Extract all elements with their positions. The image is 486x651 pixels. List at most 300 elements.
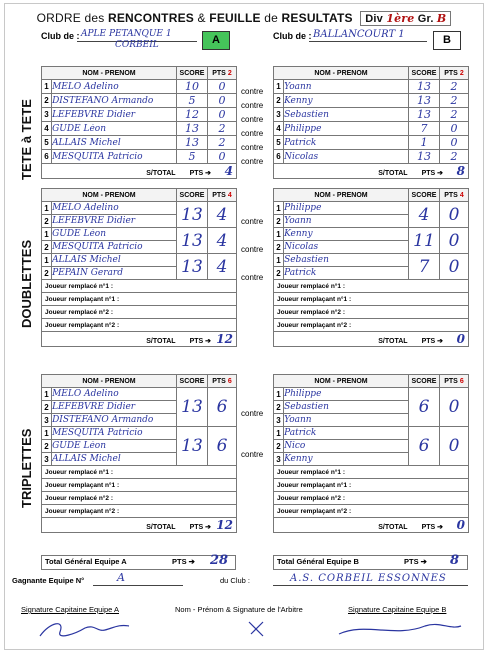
- row-number: 1: [42, 254, 52, 267]
- score-cell[interactable]: 5: [177, 94, 208, 108]
- table-row: [274, 80, 469, 94]
- table-row: [42, 136, 237, 150]
- pts-cell[interactable]: 2: [440, 94, 469, 108]
- player-name[interactable]: [52, 228, 177, 241]
- players-table-t-a: [41, 374, 237, 533]
- replacement-row: [274, 280, 469, 293]
- player-name-text: Philippe: [284, 389, 322, 399]
- row-number: 4: [42, 122, 52, 136]
- table-row: [42, 122, 237, 136]
- replacement-row: [274, 306, 469, 319]
- player-name[interactable]: [52, 254, 177, 267]
- pts-value: 6: [227, 377, 232, 385]
- player-name-text: GUDE Léon: [52, 229, 107, 239]
- score-cell[interactable]: 7: [409, 254, 440, 280]
- pts-cell[interactable]: 4: [208, 254, 237, 280]
- col-header-pts: [208, 375, 237, 388]
- player-name-text: Nicolas: [284, 242, 319, 252]
- player-name[interactable]: [52, 388, 177, 401]
- player-name-text: Kenny: [284, 454, 313, 464]
- score-cell[interactable]: 13: [409, 94, 440, 108]
- subtotal-cell: [274, 518, 469, 533]
- col-header-name: NOM - PRENOM: [274, 375, 409, 388]
- pts-cell[interactable]: 2: [440, 80, 469, 94]
- title-part: &: [197, 11, 206, 25]
- score-cell[interactable]: 6: [409, 427, 440, 466]
- pts-label: PTS: [212, 69, 226, 77]
- score-cell[interactable]: 13: [409, 150, 440, 164]
- subtotal-cell: [274, 164, 469, 179]
- replacement-cell[interactable]: Joueur remplacé n°1 :: [274, 280, 469, 293]
- table-row: [274, 150, 469, 164]
- table-row: [274, 202, 469, 215]
- replacement-cell[interactable]: Joueur remplacé n°1 :: [274, 466, 469, 479]
- player-name[interactable]: [284, 401, 409, 414]
- replacement-row: [42, 306, 237, 319]
- player-name-text: Nicolas: [284, 151, 319, 162]
- table-row: [42, 202, 237, 215]
- row-number: 5: [42, 136, 52, 150]
- division-value: 1ère: [386, 12, 415, 25]
- signature-b-label: Signature Capitaine Equipe B: [348, 605, 447, 614]
- contre-label: contre: [241, 115, 264, 124]
- player-name[interactable]: [284, 453, 409, 466]
- player-name-text: Sebastien: [284, 402, 329, 412]
- row-number: 2: [274, 241, 284, 254]
- contre-label: contre: [241, 450, 264, 459]
- score-cell[interactable]: 13: [409, 108, 440, 122]
- club-b-code: B: [433, 31, 461, 50]
- table-row: [42, 388, 237, 401]
- score-cell[interactable]: 13: [177, 136, 208, 150]
- contre-label: contre: [241, 143, 264, 152]
- player-name[interactable]: [52, 241, 177, 254]
- total-a-pts: PTS ➔: [172, 557, 195, 566]
- subtotal-cell: [42, 518, 237, 533]
- winner-club-line: [273, 585, 468, 586]
- pts-cell[interactable]: 0: [208, 94, 237, 108]
- player-name-text: DISTEFANO Armando: [52, 415, 154, 425]
- replacement-cell[interactable]: Joueur remplaçant n°2 :: [42, 505, 237, 518]
- row-number: 2: [42, 440, 52, 453]
- score-cell[interactable]: 13: [177, 228, 208, 254]
- pts-value: 4: [227, 191, 232, 199]
- table-row: [274, 94, 469, 108]
- table-row: [42, 80, 237, 94]
- score-cell[interactable]: 13: [177, 254, 208, 280]
- signature-arbitre-label: Nom - Prénom & Signature de l'Arbitre: [175, 605, 303, 614]
- pts-cell[interactable]: 0: [440, 388, 469, 427]
- player-name-text: Sebastien: [284, 109, 329, 120]
- subtotal-value: 8: [456, 164, 465, 178]
- row-number: 2: [274, 267, 284, 280]
- player-name[interactable]: [52, 202, 177, 215]
- player-name[interactable]: [52, 414, 177, 427]
- replacement-cell[interactable]: Joueur remplacé n°2 :: [274, 306, 469, 319]
- table-row: [42, 254, 237, 267]
- subtotal-label: S/TOTAL: [146, 524, 176, 531]
- row-number: 1: [42, 427, 52, 440]
- club-b-name: BALLANCOURT 1: [313, 29, 405, 40]
- pts-label: PTS: [444, 191, 458, 199]
- score-cell[interactable]: 13: [177, 202, 208, 228]
- col-header-score: SCORE: [409, 375, 440, 388]
- replacement-cell[interactable]: Joueur remplaçant n°1 :: [42, 479, 237, 492]
- player-name[interactable]: [52, 94, 177, 108]
- replacement-row: [274, 479, 469, 492]
- replacement-row: [274, 492, 469, 505]
- replacement-row: [42, 505, 237, 518]
- row-number: 1: [274, 202, 284, 215]
- pts-cell[interactable]: 6: [208, 388, 237, 427]
- player-name-text: Patrick: [284, 428, 317, 438]
- subtotal-value: 12: [216, 332, 233, 346]
- subtotal-row: [42, 332, 237, 347]
- row-number: 6: [274, 150, 284, 164]
- winner-line: [93, 585, 183, 586]
- score-cell[interactable]: 7: [409, 122, 440, 136]
- player-name-text: LEFEBVRE Didier: [52, 402, 136, 412]
- section-label-doublettes: DOUBLETTES: [19, 239, 34, 328]
- col-header-pts: [208, 67, 237, 80]
- player-name[interactable]: [284, 80, 409, 94]
- score-cell[interactable]: 11: [409, 228, 440, 254]
- replacement-row: [42, 479, 237, 492]
- col-header-name: NOM - PRENOM: [42, 67, 177, 80]
- col-header-score: SCORE: [177, 189, 208, 202]
- player-name[interactable]: [284, 241, 409, 254]
- pts-cell[interactable]: 6: [208, 427, 237, 466]
- pts-cell[interactable]: 2: [208, 122, 237, 136]
- replacement-cell[interactable]: Joueur remplaçant n°1 :: [274, 479, 469, 492]
- player-name[interactable]: [52, 427, 177, 440]
- replacement-cell[interactable]: Joueur remplacé n°2 :: [42, 306, 237, 319]
- division-label: Div: [365, 13, 383, 25]
- player-name[interactable]: [284, 254, 409, 267]
- division-box: [360, 11, 451, 26]
- replacement-row: [42, 466, 237, 479]
- score-cell[interactable]: 13: [177, 427, 208, 466]
- player-name[interactable]: [52, 122, 177, 136]
- row-number: 2: [42, 401, 52, 414]
- col-header-name: NOM - PRENOM: [42, 189, 177, 202]
- score-cell[interactable]: 6: [409, 388, 440, 427]
- row-number: 6: [42, 150, 52, 164]
- replacement-cell[interactable]: Joueur remplaçant n°2 :: [274, 319, 469, 332]
- row-number: 1: [274, 254, 284, 267]
- contre-label: contre: [241, 101, 264, 110]
- subtotal-pts-label: PTS ➔: [189, 170, 211, 177]
- row-number: 3: [42, 108, 52, 122]
- section-label-tete: TETE à TETE: [19, 99, 34, 180]
- pts-cell[interactable]: 2: [440, 150, 469, 164]
- subtotal-pts-label: PTS ➔: [421, 524, 443, 531]
- total-a-box: [41, 555, 236, 570]
- subtotal-row: [274, 332, 469, 347]
- subtotal-value: 0: [456, 518, 465, 532]
- player-name[interactable]: [52, 440, 177, 453]
- subtotal-label: S/TOTAL: [378, 338, 408, 345]
- col-header-pts: [208, 189, 237, 202]
- title-part: RESULTATS: [281, 11, 353, 25]
- total-b-value: 8: [450, 553, 460, 568]
- table-row: [274, 136, 469, 150]
- player-name-text: ALLAIS Michel: [52, 255, 121, 265]
- club-a-code: A: [202, 31, 230, 50]
- signature-a-label: Signature Capitaine Equipe A: [21, 605, 119, 614]
- player-name-text: MESQUITA Patricio: [52, 151, 143, 162]
- pts-label: PTS: [444, 69, 458, 77]
- replacement-cell[interactable]: Joueur remplacé n°1 :: [42, 280, 237, 293]
- player-name[interactable]: [52, 215, 177, 228]
- player-name-text: GUDE Léon: [52, 123, 107, 134]
- winner-label: Gagnante Equipe N°: [12, 576, 85, 585]
- pts-label: PTS: [444, 377, 458, 385]
- row-number: 2: [42, 215, 52, 228]
- player-name-text: MELO Adelino: [52, 203, 119, 213]
- table-row: [274, 228, 469, 241]
- player-name-text: Yoann: [284, 81, 312, 92]
- col-header-pts: [440, 189, 469, 202]
- table-row: [42, 427, 237, 440]
- score-cell[interactable]: 12: [177, 108, 208, 122]
- player-name[interactable]: [284, 215, 409, 228]
- col-header-score: SCORE: [177, 375, 208, 388]
- club-b-label: Club de :: [273, 31, 312, 41]
- pts-cell[interactable]: 0: [440, 228, 469, 254]
- pts-value: 2: [227, 69, 232, 77]
- player-name[interactable]: [284, 414, 409, 427]
- players-table-tt-b: [273, 66, 469, 179]
- score-cell[interactable]: 13: [409, 80, 440, 94]
- players-table-d-a: [41, 188, 237, 347]
- table-row: [42, 108, 237, 122]
- player-name[interactable]: [284, 122, 409, 136]
- row-number: 2: [42, 241, 52, 254]
- title-part: ORDRE des: [36, 11, 105, 25]
- row-number: 3: [42, 414, 52, 427]
- subtotal-pts-label: PTS ➔: [189, 524, 211, 531]
- pts-cell[interactable]: 0: [440, 136, 469, 150]
- score-cell[interactable]: 13: [177, 122, 208, 136]
- player-name-text: LEFEBVRE Didier: [52, 109, 136, 120]
- sheet-header: [5, 11, 483, 26]
- col-header-score: SCORE: [177, 67, 208, 80]
- pts-cell[interactable]: 0: [208, 150, 237, 164]
- table-row: [42, 228, 237, 241]
- subtotal-row: [42, 518, 237, 533]
- row-number: 3: [42, 453, 52, 466]
- signature-b-drawing: [335, 616, 465, 642]
- player-name[interactable]: [284, 228, 409, 241]
- player-name[interactable]: [284, 427, 409, 440]
- subtotal-value: 4: [224, 164, 233, 178]
- score-cell[interactable]: 5: [177, 150, 208, 164]
- title-part: RENCONTRES: [107, 11, 194, 25]
- pts-cell[interactable]: 0: [440, 202, 469, 228]
- player-name[interactable]: [52, 453, 177, 466]
- player-name-text: Patrick: [284, 137, 317, 148]
- pts-cell[interactable]: 0: [208, 108, 237, 122]
- player-name-text: MESQUITA Patricio: [52, 242, 143, 252]
- table-row: [274, 427, 469, 440]
- total-b-label: Total Général Equipe B: [277, 557, 359, 566]
- score-cell[interactable]: 10: [177, 80, 208, 94]
- table-row: [274, 122, 469, 136]
- club-a-name: APLE PETANQUE 1: [81, 29, 172, 39]
- col-header-name: NOM - PRENOM: [42, 375, 177, 388]
- score-cell[interactable]: 4: [409, 202, 440, 228]
- player-name[interactable]: [284, 136, 409, 150]
- replacement-row: [42, 293, 237, 306]
- col-header-name: NOM - PRENOM: [274, 189, 409, 202]
- player-name[interactable]: [52, 136, 177, 150]
- player-name-text: MELO Adelino: [52, 389, 119, 399]
- subtotal-label: S/TOTAL: [378, 170, 408, 177]
- pts-cell[interactable]: 4: [208, 202, 237, 228]
- row-number: 1: [274, 228, 284, 241]
- row-number: 4: [274, 122, 284, 136]
- club-b-line: [309, 41, 427, 42]
- player-name-text: MESQUITA Patricio: [52, 428, 143, 438]
- player-name-text: Yoann: [284, 216, 312, 226]
- player-name[interactable]: [284, 440, 409, 453]
- title-part: FEUILLE: [209, 11, 261, 25]
- row-number: 1: [274, 80, 284, 94]
- row-number: 3: [274, 108, 284, 122]
- pts-label: PTS: [212, 377, 226, 385]
- subtotal-label: S/TOTAL: [146, 170, 176, 177]
- subtotal-label: S/TOTAL: [146, 338, 176, 345]
- winner-value: A: [117, 571, 125, 584]
- replacement-cell[interactable]: Joueur remplacé n°1 :: [42, 466, 237, 479]
- replacement-cell[interactable]: Joueur remplacé n°2 :: [274, 492, 469, 505]
- player-name-text: Philippe: [284, 123, 322, 134]
- player-name-text: Sebastien: [284, 255, 329, 265]
- replacement-cell[interactable]: Joueur remplaçant n°1 :: [274, 293, 469, 306]
- contre-label: contre: [241, 273, 264, 282]
- contre-label: contre: [241, 87, 264, 96]
- contre-label: contre: [241, 217, 264, 226]
- subtotal-pts-label: PTS ➔: [421, 338, 443, 345]
- pts-cell[interactable]: 4: [208, 228, 237, 254]
- club-a-label: Club de :: [41, 31, 80, 41]
- row-number: 1: [274, 388, 284, 401]
- replacement-row: [42, 280, 237, 293]
- player-name[interactable]: [284, 388, 409, 401]
- replacement-row: [274, 293, 469, 306]
- pts-cell[interactable]: 0: [440, 427, 469, 466]
- row-number: 2: [274, 440, 284, 453]
- player-name-text: DISTEFANO Armando: [52, 95, 154, 106]
- player-name-text: ALLAIS Michel: [52, 454, 121, 464]
- replacement-cell[interactable]: Joueur remplaçant n°2 :: [42, 319, 237, 332]
- replacement-row: [274, 505, 469, 518]
- row-number: 1: [42, 80, 52, 94]
- total-b-pts: PTS ➔: [404, 557, 427, 566]
- subtotal-value: 12: [216, 518, 233, 532]
- player-name-text: Patrick: [284, 268, 317, 278]
- pts-value: 6: [459, 377, 464, 385]
- subtotal-row: [274, 518, 469, 533]
- player-name[interactable]: [284, 267, 409, 280]
- subtotal-cell: [274, 332, 469, 347]
- player-name[interactable]: [52, 150, 177, 164]
- player-name[interactable]: [52, 108, 177, 122]
- player-name[interactable]: [52, 80, 177, 94]
- signature-arbitre-drawing: [245, 616, 269, 640]
- player-name[interactable]: [284, 108, 409, 122]
- player-name[interactable]: [284, 202, 409, 215]
- row-number: 2: [42, 94, 52, 108]
- subtotal-cell: [42, 332, 237, 347]
- player-name-text: Philippe: [284, 203, 322, 213]
- replacement-row: [42, 319, 237, 332]
- pts-cell[interactable]: 0: [440, 122, 469, 136]
- pts-value: 2: [459, 69, 464, 77]
- subtotal-row: [42, 164, 237, 179]
- player-name[interactable]: [284, 94, 409, 108]
- player-name-text: LEFEBVRE Didier: [52, 216, 136, 226]
- replacement-row: [274, 319, 469, 332]
- row-number: 5: [274, 136, 284, 150]
- row-number: 3: [274, 453, 284, 466]
- players-table-tt-a: [41, 66, 237, 179]
- col-header-pts: [440, 375, 469, 388]
- group-label: Gr.: [417, 13, 434, 25]
- subtotal-label: S/TOTAL: [378, 524, 408, 531]
- row-number: 1: [42, 388, 52, 401]
- score-cell[interactable]: 1: [409, 136, 440, 150]
- player-name[interactable]: [284, 150, 409, 164]
- contre-label: contre: [241, 129, 264, 138]
- table-row: [42, 150, 237, 164]
- replacement-row: [274, 466, 469, 479]
- pts-value: 4: [459, 191, 464, 199]
- row-number: 1: [42, 228, 52, 241]
- pts-cell[interactable]: 0: [440, 254, 469, 280]
- score-cell[interactable]: 13: [177, 388, 208, 427]
- col-header-name: NOM - PRENOM: [274, 67, 409, 80]
- player-name[interactable]: [52, 401, 177, 414]
- pts-cell[interactable]: 2: [440, 108, 469, 122]
- table-row: [274, 388, 469, 401]
- score-sheet: [4, 3, 484, 650]
- replacement-cell[interactable]: Joueur remplaçant n°1 :: [42, 293, 237, 306]
- row-number: 2: [274, 94, 284, 108]
- pts-cell[interactable]: 2: [208, 136, 237, 150]
- col-header-score: SCORE: [409, 189, 440, 202]
- total-b-box: [273, 555, 468, 570]
- player-name-text: GUDE Léon: [52, 441, 107, 451]
- replacement-cell[interactable]: Joueur remplacé n°2 :: [42, 492, 237, 505]
- player-name[interactable]: [52, 267, 177, 280]
- row-number: 1: [42, 202, 52, 215]
- subtotal-pts-label: PTS ➔: [189, 338, 211, 345]
- player-name-text: MELO Adelino: [52, 81, 119, 92]
- row-number: 2: [274, 215, 284, 228]
- total-a-label: Total Général Equipe A: [45, 557, 127, 566]
- club-a-name-2: CORBEIL: [115, 40, 159, 50]
- pts-cell[interactable]: 0: [208, 80, 237, 94]
- group-value: B: [436, 12, 447, 25]
- signature-a-drawing: [35, 614, 135, 644]
- player-name-text: Kenny: [284, 229, 313, 239]
- player-name-text: ALLAIS Michel: [52, 137, 121, 148]
- col-header-score: SCORE: [409, 67, 440, 80]
- replacement-cell[interactable]: Joueur remplaçant n°2 :: [274, 505, 469, 518]
- winner-club-label: du Club :: [220, 576, 251, 585]
